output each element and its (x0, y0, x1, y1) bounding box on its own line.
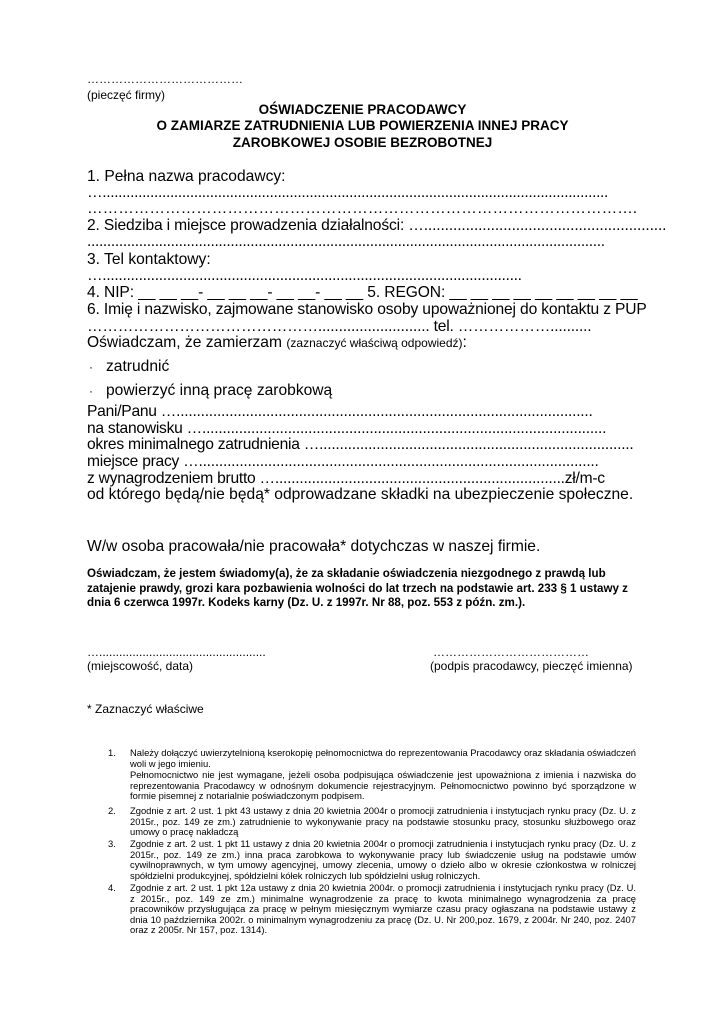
stamp-dots: ………………………………… (87, 72, 243, 86)
field-skladki: od którego będą/nie będą* odprowadzane składki na ubezpieczenie społeczne. (87, 486, 634, 503)
option-2-checkbox[interactable]: · (89, 384, 93, 398)
signature-right-label: (podpis pracodawcy, pieczęć imienna) (430, 659, 633, 673)
field-1-label: 1. Pełna nazwa pracodawcy: (87, 168, 286, 185)
footnote-text: Zgodnie z art. 2 ust. 1 pkt 11 ustawy z dnia 20 kwietnia 2004r o promocji zatrudnienia i instytucjach rynku pracy (Dz. U. z 2015r., poz. 149 ze zm.) inna praca zarobkowa to wykonywanie pracy lub świadczenie usług na podstawie umów cywilnoprawnych, w tym umowy agencyjnej, umowy zlecenia, umowy o dzieło albo w okresie członkostwa w rolniczej spółdzielni produkcyjnej, spółdzielni kółek rolniczych lub spółdzielni usług rolniczych. (130, 838, 636, 881)
option-1-checkbox[interactable]: · (89, 360, 93, 374)
field-okres: okres minimalnego zatrudnienia …............................................................................. (87, 436, 634, 453)
footnote-number: 2. (108, 805, 116, 816)
field-6-line: ………………………………………........................... tel. ……………….......... (87, 318, 592, 335)
field-1-line-2: ……………………………………………………………………………………………. (87, 200, 638, 217)
footnote-note: * Zaznaczyć właściwe (87, 702, 204, 716)
field-1-line-1: …............................................................................................................................... (87, 184, 609, 201)
declare-colon: : (462, 334, 467, 351)
title-line-2: O ZAMIARZE ZATRUDNIENIA LUB POWIERZENIA INNEJ PRACY (156, 118, 569, 133)
footnote-text: Pełnomocnictwo nie jest wymagane, jeżeli osoba podpisująca oświadczenie jest upoważniona z imienia i nazwiska do reprezentowania Pracodawcy w odnośnym dokumencie rejestracyjnym. Pełnomocnictwo powinno być sporządzone w formie pisemnej z notarialnie poświadczonym podpisem. (130, 769, 636, 802)
field-6-label: 6. Imię i nazwisko, zajmowane stanowisko osoby upoważnionej do kontaktu z PUP (87, 301, 647, 318)
declare-hint: (zaznaczyć właściwą odpowiedź) (286, 336, 463, 350)
declare-intent-line (87, 334, 467, 352)
option-2-label: powierzyć inną pracę zarobkową (106, 382, 333, 399)
title-line-1: OŚWIADCZENIE PRACODAWCY (258, 102, 467, 117)
footnote-number: 4. (108, 882, 116, 893)
footnote-text: Należy dołączyć uwierzytelnioną kserokopię pełnomocnictwa do reprezentowania Pracodawcy oraz składania oświadczeń woli w jego imieniu. (130, 747, 636, 769)
signature-left-label: (miejscowość, data) (87, 659, 194, 673)
footnote-number: 1. (108, 747, 116, 758)
field-2-label: 2. Siedziba i miejsce prowadzenia działalności: ….......................................................... (87, 217, 667, 234)
field-2-line: .................................................................................................................................. (87, 233, 605, 250)
footnote-text: Zgodnie z art. 2 ust. 1 pkt 43 ustawy z dnia 20 kwietnia 2004r o promocji zatrudnienia i instytucjach rynku pracy (Dz. U. z 2015r., poz. 149 ze zm.) zatrudnienie to wykonywanie pracy na podstawie stosunku pracy, stosunku służbowego oraz umowy o pracę nakładczą (130, 805, 636, 838)
signature-right-dots: ………………………………… (433, 645, 589, 659)
declare-intent: Oświadczam, że zamierzam (87, 334, 282, 351)
option-1-label: zatrudnić (106, 358, 170, 375)
field-stanowisko: na stanowisku …................................................................................................... (87, 420, 607, 437)
signature-left-dots: ….................................................. (87, 645, 266, 659)
field-wynagrodzenie: z wynagrodzeniem brutto ….......................................................................zł/m-c (87, 470, 605, 487)
field-4-nip-regon: 4. NIP: __ __ __- __ __ __- __ __- __ __ 5. REGON: __ __ __ __ __ __ __ __ __ (87, 284, 638, 301)
field-3-label: 3. Tel kontaktowy: (87, 251, 211, 268)
field-wczesniej: W/w osoba pracowała/nie pracowała* dotychczas w naszej firmie. (87, 538, 541, 555)
footnote-number: 3. (108, 838, 116, 849)
title-line-3: ZAROBKOWEJ OSOBIE BEZROBOTNEJ (232, 135, 493, 150)
field-3-line: …........................................................................................................ (87, 267, 522, 284)
field-pani-panu: Pani/Panu …...................................................................................................... (87, 403, 593, 420)
legal-declaration: Oświadczam, że jestem świadomy(a), że za składanie oświadczenia niezgodnego z prawdą lub zatajenie prawdy, grozi kara pozbawienia wolności do lat trzech na podstawie art. 233 § 1 ustawy z dnia 6 czerwca 1997r. Kodeks karny (Dz. U. z 1997r. Nr 88, poz. 553 z późn. zm.). (87, 567, 628, 610)
footnote-text: Zgodnie z art. 2 ust. 1 pkt 12a ustawy z dnia 20 kwietnia 2004r. o promocji zatrudnienia i instytucjach rynku pracy (Dz. U. z 2015r., poz. 149 ze zm.) minimalne wynagrodzenie za pracę to kwota minimalnego wynagrodzenia za pracę pracowników przysługująca za pracę w pełnym miesięcznym wymiarze czasu pracy ogłaszana na podstawie ustawy z dnia 10 października 2002r. o minimalnym wynagrodzeniu za pracę (Dz. U. Nr 200,poz. 1679, z 2004r. Nr 240, poz. 2407 oraz z 2005r. Nr 157, poz. 1314). (130, 882, 636, 936)
stamp-label: (pieczęć firmy) (87, 88, 166, 102)
field-miejsce-pracy: miejsce pracy ….................................................................................................. (87, 453, 599, 470)
